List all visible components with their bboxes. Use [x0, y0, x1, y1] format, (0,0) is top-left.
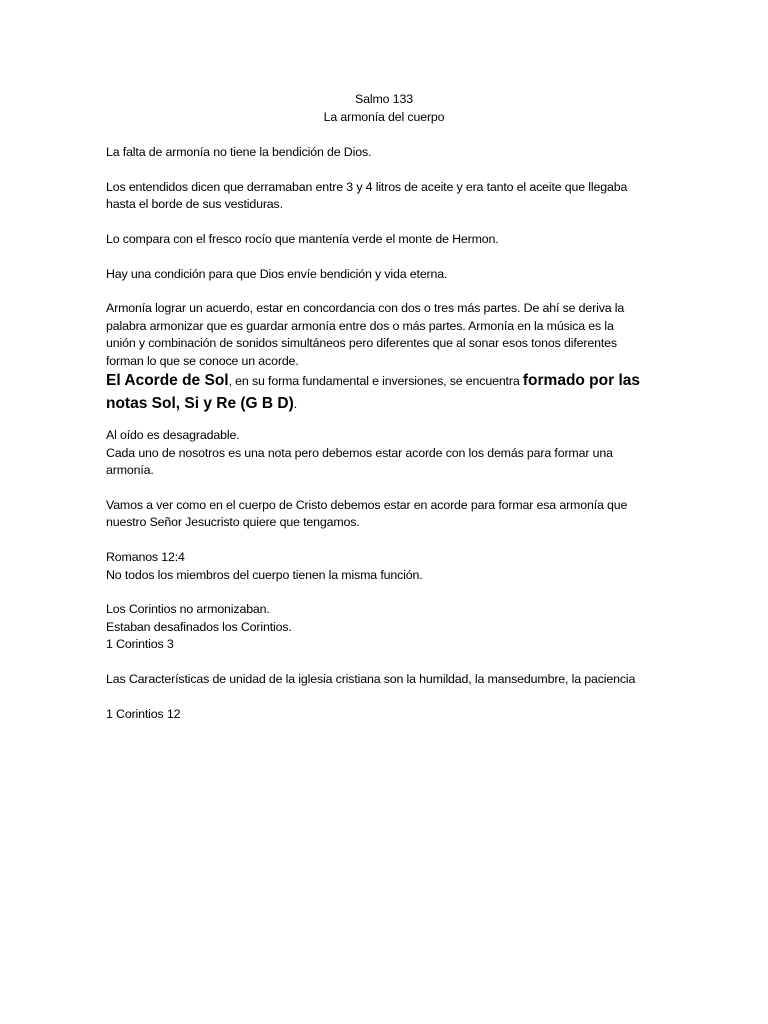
paragraph-oil-line2: hasta el borde de sus vestiduras.: [106, 197, 283, 212]
reference-corintios-3: 1 Corintios 3: [106, 637, 174, 652]
chord-sentence-line2: [106, 393, 666, 416]
title-psalm: Salmo 133: [355, 92, 413, 106]
paragraph-corinthians-line1: Los Corintios no armonizaban.: [106, 602, 270, 617]
paragraph-characteristics: Las Características de unidad de la iglesia cristiana son la humildad, la mansedumbre, la paciencia: [106, 672, 636, 686]
paragraph-ear-line1: Al oído es desagradable.: [106, 428, 240, 443]
chord-period: .: [293, 396, 298, 411]
paragraph-harmony-blessing: La falta de armonía no tiene la bendición de Dios.: [106, 145, 372, 159]
title-subtitle: La armonía del cuerpo: [323, 109, 445, 124]
chord-bold-formed: formado por las: [522, 372, 641, 390]
paragraph-armonia-line3: unión y combinación de sonidos simultáneos pero diferentes que al sonar esos tonos diferentes: [106, 336, 617, 351]
paragraph-condition: Hay una condición para que Dios envíe bendición y vida eterna.: [106, 266, 448, 281]
document-body: [106, 144, 666, 723]
document-title: [106, 91, 662, 126]
paragraph-armonia-line2: palabra armonizar que es guardar armonía entre dos o más partes. Armonía en la música es la: [106, 318, 614, 333]
paragraph-ear-line2: Cada uno de nosotros es una nota pero debemos estar acorde con los demás para formar una: [106, 445, 613, 460]
paragraph-dew: Lo compara con el fresco rocío que mantenía verde el monte de Hermon.: [106, 231, 499, 246]
paragraph-members: No todos los miembros del cuerpo tienen la misma función.: [106, 567, 423, 582]
reference-corintios-12: 1 Corintios 12: [106, 706, 181, 721]
paragraph-armonia-line1: Armonía lograr un acuerdo, estar en concordancia con dos o tres más partes. De ahí se deriva la: [106, 301, 625, 316]
paragraph-body-christ-line1: Vamos a ver como en el cuerpo de Cristo debemos estar en acorde para formar esa armonía que: [106, 497, 628, 512]
paragraph-body-christ-line2: nuestro Señor Jesucristo quiere que tengamos.: [106, 515, 360, 530]
paragraph-ear-line3: armonía.: [106, 463, 154, 478]
paragraph-oil-line1: Los entendidos dicen que derramaban entre 3 y 4 litros de aceite y era tanto el aceite que llegaba: [106, 179, 628, 194]
reference-romanos: Romanos 12:4: [106, 550, 185, 565]
paragraph-armonia-line4: forman lo que se conoce un acorde.: [106, 353, 299, 368]
chord-sentence-line1: [106, 370, 666, 393]
chord-normal-text: , en su forma fundamental e inversiones, se encuentra: [228, 374, 523, 389]
chord-bold-name: El Acorde de Sol: [106, 372, 229, 390]
chord-bold-notes: notas Sol, Si y Re (G B D): [106, 394, 294, 412]
paragraph-corinthians-line2: Estaban desafinados los Corintios.: [106, 619, 292, 634]
